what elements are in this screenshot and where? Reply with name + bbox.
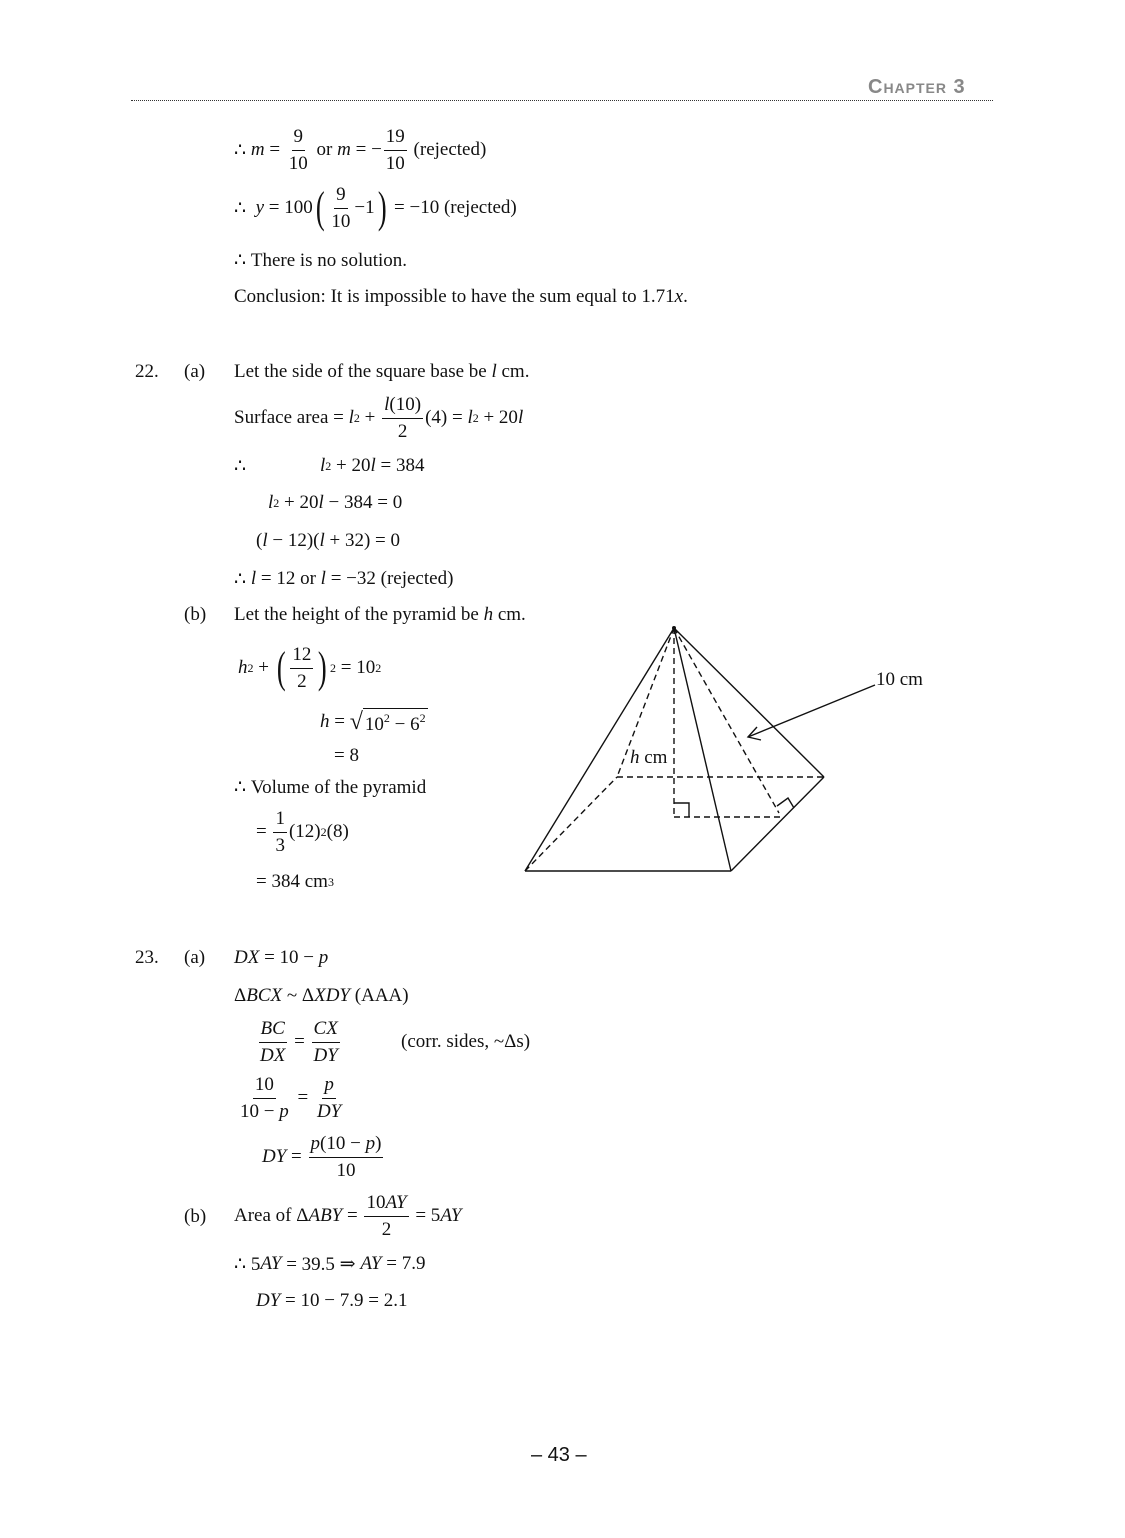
math-variable: l bbox=[319, 530, 325, 551]
text-segment: = −10 (rejected) bbox=[389, 197, 517, 218]
math-variable: x bbox=[674, 286, 684, 307]
text-segment: + 20 bbox=[331, 455, 371, 476]
superscript: 2 bbox=[325, 458, 332, 473]
text-segment: = 10 bbox=[336, 657, 376, 678]
math-variable: m bbox=[337, 139, 351, 160]
math-variable: h bbox=[320, 711, 330, 732]
text-segment: (10 − bbox=[320, 1132, 366, 1154]
math-variable: l bbox=[268, 492, 274, 513]
superscript: 2 bbox=[383, 711, 390, 725]
text-segment: (8) bbox=[326, 821, 349, 842]
text-segment: Let the height of the pyramid be bbox=[234, 604, 484, 625]
bracket: ) bbox=[318, 643, 328, 692]
question-number: 23. bbox=[135, 947, 159, 968]
text-segment: − 12)( bbox=[267, 530, 320, 551]
right-angle-mark bbox=[777, 798, 794, 808]
math-variable: l bbox=[320, 568, 326, 589]
text-segment: = 7.9 bbox=[381, 1253, 426, 1274]
math-variable: DY bbox=[262, 1146, 287, 1167]
text-segment: = bbox=[264, 139, 285, 160]
text-segment: 9 bbox=[336, 183, 346, 205]
math-variable: DX bbox=[260, 1044, 286, 1066]
text-segment: 10 bbox=[254, 1073, 274, 1095]
text-segment: = bbox=[329, 711, 350, 732]
text-segment: . bbox=[683, 286, 688, 307]
text-segment: 12 bbox=[292, 643, 312, 665]
part-label: (a) bbox=[184, 361, 206, 382]
height-variable: h bbox=[630, 747, 640, 768]
text-segment: 10 bbox=[385, 152, 405, 174]
height-unit: cm bbox=[639, 747, 668, 768]
text-segment: = 5 bbox=[410, 1205, 441, 1226]
math-variable: l bbox=[250, 568, 257, 589]
text-segment: ∴ There is no solution. bbox=[234, 249, 408, 271]
text-segment: Δ bbox=[234, 985, 247, 1006]
superscript: 2 bbox=[353, 410, 360, 425]
math-variable: ABY bbox=[308, 1205, 343, 1226]
text-segment: 3 bbox=[275, 834, 285, 856]
text-segment: + 20 bbox=[279, 492, 319, 513]
label-arrow bbox=[748, 685, 875, 737]
text-segment: = 10 − 7.9 = 2.1 bbox=[280, 1290, 408, 1311]
part-label: (b) bbox=[184, 1206, 207, 1227]
text-segment: 10 bbox=[366, 1191, 386, 1213]
pyramid-edge bbox=[674, 628, 731, 871]
text-segment: 2 bbox=[297, 670, 307, 692]
text-segment: 19 bbox=[385, 125, 405, 147]
math-variable: BC bbox=[260, 1017, 285, 1039]
radical-sign: √ bbox=[349, 708, 363, 735]
text-segment: ∴ bbox=[234, 455, 247, 477]
math-variable: CX bbox=[313, 1017, 338, 1039]
text-segment: ∴ 5 bbox=[234, 1253, 261, 1275]
text-segment: 1 bbox=[275, 807, 285, 829]
superscript: 2 bbox=[419, 711, 426, 725]
math-variable: AY bbox=[260, 1253, 282, 1274]
math-variable: p bbox=[318, 947, 329, 968]
text-segment: = 100 bbox=[264, 197, 313, 218]
math-variable: AY bbox=[360, 1253, 382, 1274]
text-segment: 10 − bbox=[240, 1100, 280, 1122]
text-segment: ∴ Volume of the pyramid bbox=[234, 776, 427, 798]
pyramid-edge bbox=[674, 628, 824, 777]
text-segment: ∴ bbox=[234, 197, 256, 219]
height-label bbox=[630, 747, 667, 769]
text-segment: − 384 = 0 bbox=[323, 492, 403, 513]
math-variable: l bbox=[318, 492, 324, 513]
math-variable: p bbox=[279, 1100, 289, 1122]
text-segment: + bbox=[253, 657, 274, 678]
text-segment: + 32) = 0 bbox=[324, 530, 401, 551]
math-variable: l bbox=[384, 393, 390, 415]
text-segment: + bbox=[359, 407, 381, 428]
math-variable: m bbox=[250, 139, 265, 160]
text-segment: = bbox=[256, 821, 272, 842]
text-segment: (corr. sides, ~Δs) bbox=[401, 1031, 531, 1052]
math-variable: DY bbox=[313, 1044, 338, 1066]
chapter-header: Chapter 3 bbox=[868, 76, 966, 98]
math-variable: y bbox=[255, 197, 265, 218]
superscript: 2 bbox=[320, 824, 327, 839]
bracket: ) bbox=[377, 183, 387, 232]
text-segment: 10 bbox=[364, 714, 384, 735]
question-number: 22. bbox=[135, 361, 159, 382]
bracket: ( bbox=[276, 643, 286, 692]
text-segment: 2 bbox=[397, 420, 408, 442]
text-segment: ~ Δ bbox=[282, 985, 315, 1006]
text-segment: ∴ bbox=[234, 139, 251, 161]
text-segment: 10 bbox=[288, 152, 308, 174]
slant-height-line bbox=[674, 628, 779, 813]
slant-label: 10 cm bbox=[876, 669, 923, 690]
text-segment: cm. bbox=[493, 604, 526, 625]
text-segment: Let the side of the square base be bbox=[234, 361, 492, 382]
math-variable: DY bbox=[316, 1100, 342, 1122]
math-variable: l bbox=[467, 407, 473, 428]
page-number: – 43 – bbox=[531, 1444, 587, 1466]
text-segment: Surface area = bbox=[234, 407, 349, 428]
text-segment: (AAA) bbox=[350, 985, 409, 1006]
text-segment: 2 bbox=[381, 1218, 392, 1240]
math-variable: l bbox=[262, 530, 268, 551]
text-segment: + 20 bbox=[478, 407, 518, 428]
text-segment: = 384 cm bbox=[256, 871, 328, 892]
math-variable: l bbox=[491, 361, 497, 382]
pyramid-edge bbox=[731, 777, 824, 871]
math-variable: p bbox=[365, 1132, 376, 1154]
text-segment: (4) = bbox=[425, 407, 468, 428]
superscript: 2 bbox=[247, 660, 254, 675]
text-segment: 10 bbox=[336, 1159, 356, 1181]
math-variable: XDY bbox=[314, 985, 351, 1006]
math-variable: p bbox=[324, 1073, 334, 1095]
math-variable: l bbox=[517, 407, 524, 428]
math-variable: p bbox=[310, 1132, 321, 1154]
math-variable: l bbox=[348, 407, 354, 428]
superscript: 2 bbox=[375, 660, 382, 675]
text-segment: = bbox=[286, 1146, 307, 1167]
math-variable: AY bbox=[385, 1191, 407, 1213]
part-label: (b) bbox=[184, 604, 207, 625]
text-segment: cm. bbox=[496, 361, 530, 382]
text-segment: = 39.5 ⇒ bbox=[281, 1253, 361, 1275]
text-segment: = 384 bbox=[375, 455, 425, 476]
text-segment: = 12 or bbox=[256, 568, 321, 589]
superscript: 2 bbox=[472, 410, 479, 425]
text-segment: (12) bbox=[288, 821, 321, 842]
text-segment: ∴ bbox=[234, 568, 251, 590]
hidden-edge bbox=[525, 777, 617, 871]
superscript: 2 bbox=[273, 495, 280, 510]
text-segment: = 8 bbox=[334, 745, 359, 766]
text-segment: = −32 (rejected) bbox=[325, 568, 454, 589]
text-segment: −1 bbox=[354, 197, 375, 218]
text-segment: (10) bbox=[389, 393, 422, 415]
math-variable: l bbox=[370, 455, 376, 476]
text-segment: Conclusion: It is impossible to have the sum equal to 1.71 bbox=[234, 286, 675, 307]
math-variable: l bbox=[320, 455, 326, 476]
superscript: 3 bbox=[327, 874, 334, 889]
text-segment: 10 bbox=[331, 210, 351, 232]
text-segment: = bbox=[342, 1205, 363, 1226]
bracket: ( bbox=[315, 183, 325, 232]
text-segment: (rejected) bbox=[408, 139, 487, 160]
text-segment: ) bbox=[375, 1132, 382, 1154]
superscript: 2 bbox=[330, 660, 337, 675]
text-segment: 9 bbox=[293, 125, 304, 147]
text-segment: = bbox=[292, 1087, 313, 1108]
math-variable: DY bbox=[256, 1290, 281, 1311]
text-segment: = 10 − bbox=[259, 947, 319, 968]
text-segment: or bbox=[311, 139, 338, 160]
math-variable: AY bbox=[440, 1205, 462, 1226]
text-segment: − 6 bbox=[389, 714, 420, 735]
text-segment: = bbox=[289, 1031, 310, 1052]
text-segment: = − bbox=[350, 139, 382, 160]
math-variable: DX bbox=[234, 947, 260, 968]
part-label: (a) bbox=[184, 947, 206, 968]
math-variable: h bbox=[483, 604, 494, 625]
text-segment: ( bbox=[256, 530, 263, 551]
math-variable: h bbox=[238, 657, 248, 678]
arrow-head bbox=[748, 727, 761, 740]
text-segment: Area of Δ bbox=[234, 1205, 309, 1226]
math-variable: BCX bbox=[246, 985, 283, 1006]
right-angle-mark bbox=[674, 803, 689, 817]
